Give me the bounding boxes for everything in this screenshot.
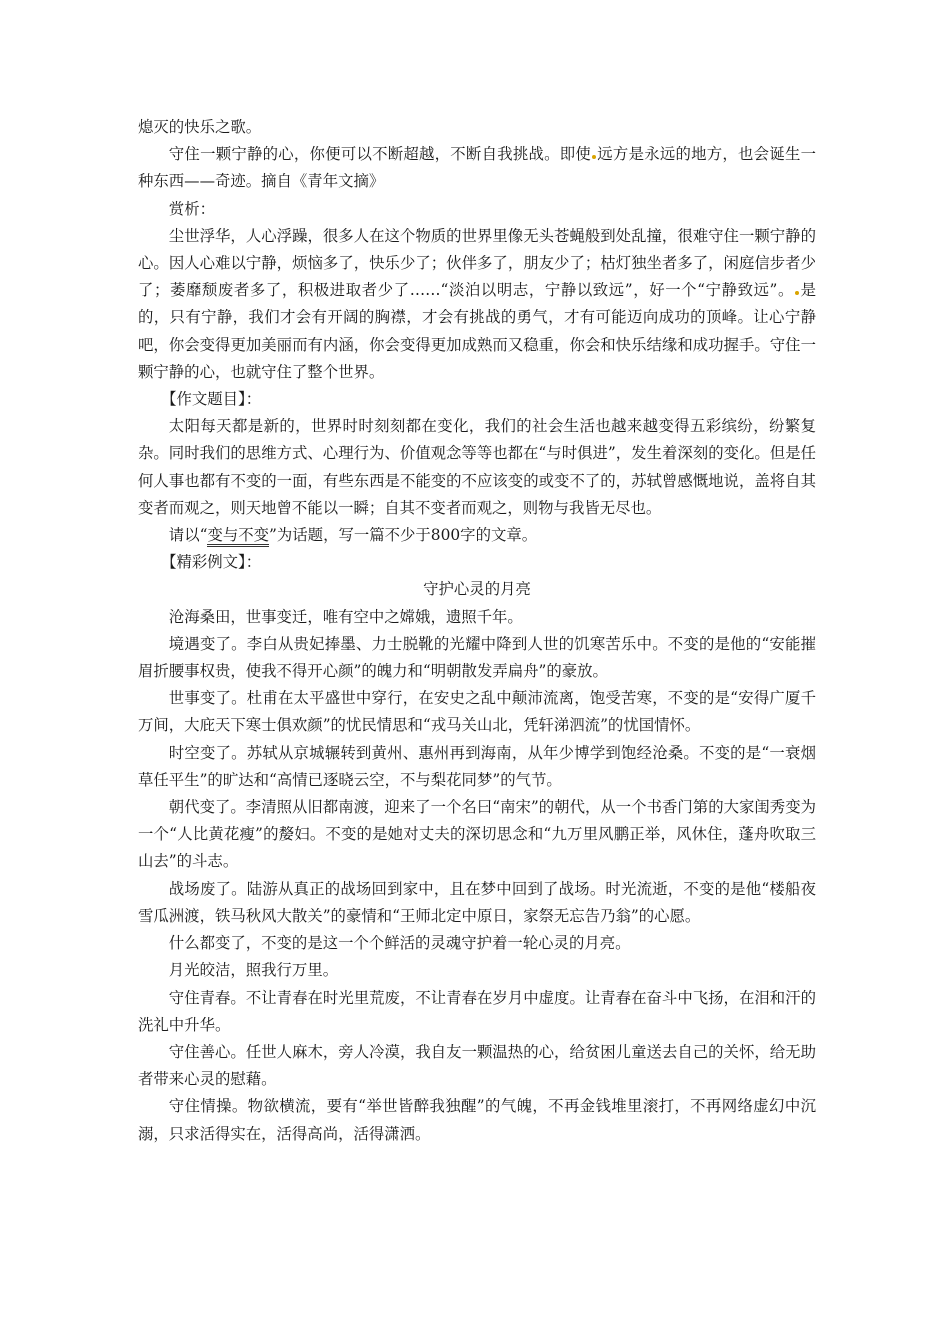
appreciation-text-part1: 尘世浮华，人心浮躁，很多人在这个物质的世界里像无头苍蝇般到处乱撞，很难守住一颗宁静的心。因人心难以宁静，烦恼多了，快乐少了；伙伴多了，朋友少了；枯灯独坐者多了，闲庭信步者少了；萎靡颓废者多了，积极进取者少了……“淡泊以明志，宁静以致远”，好一个“宁静致远”。 (138, 226, 816, 300)
essay-paragraph: 世事变了。杜甫在太平盛世中穿行，在安史之乱中颠沛流离，饱受苦寒，不变的是“安得广厦千万间，大庇天下寒士俱欢颜”的忧民情思和“戎马关山北，凭轩涕泗流”的忧国情怀。 (138, 689, 816, 735)
essay-paragraph: 战场废了。陆游从真正的战场回到家中，且在梦中回到了战场。时光流逝，不变的是他“楼船夜雪瓜洲渡，铁马秋风大散关”的豪情和“王师北定中原日，家祭无忘告乃翁”的心愿。 (138, 879, 816, 925)
paragraph-keep-calm-part1: 守住一颗宁静的心，你便可以不断超越，不断自我挑战。即使 (168, 145, 592, 164)
appreciation-text (138, 223, 816, 386)
paragraph-keep-calm-part2: 远方是永远的地方，也会诞生一种东西——奇迹。摘自《青年文摘》 (138, 145, 816, 191)
paragraph-ending: 熄灭的快乐之歌。 (138, 118, 262, 136)
highlight-mark-icon (795, 291, 799, 295)
highlight-mark-icon (592, 155, 596, 159)
essay-paragraph: 守住青春。不让青春在时光里荒废，不让青春在岁月中虚度。让青春在奋斗中飞扬，在泪和汗的洗礼中升华。 (138, 988, 816, 1034)
essay-paragraph: 朝代变了。李清照从旧都南渡，迎来了一个名曰“南宋”的朝代，从一个书香门第的大家闺秀变为一个“人比黄花瘦”的嫠妇。不变的是她对丈夫的深切思念和“九万里风鹏正举，风休住，蓬舟吹取三山去”的斗志。 (138, 798, 816, 871)
example-heading: 【精彩例文】： (161, 553, 262, 572)
prompt-topic: 变与不变 (207, 526, 269, 547)
prompt-before: 请以“ (168, 526, 208, 545)
writing-prompt (138, 522, 816, 549)
essay-paragraph: 什么都变了，不变的是这一个个鲜活的灵魂守护着一轮心灵的月亮。 (168, 934, 631, 953)
document-page (138, 114, 816, 1148)
essay-paragraph: 时空变了。苏轼从京城辗转到黄州、惠州再到海南，从年少博学到饱经沧桑。不变的是“一衰烟草任平生”的旷达和“高情已逐晓云空，不与梨花同梦”的气节。 (138, 743, 816, 789)
essay-paragraph: 沧海桑田，世事变迁，唯有空中之嫦娥，遗照千年。 (168, 607, 523, 626)
prompt-after: ”为话题，写一篇不少于800字的文章。 (269, 526, 538, 545)
paragraph-keep-calm (138, 141, 816, 195)
essay-paragraph: 月光皎洁，照我行万里。 (168, 961, 339, 980)
topic-heading: 【作文题目】： (161, 390, 262, 409)
essay-paragraph: 境遇变了。李白从贵妃捧墨、力士脱靴的光耀中降到人世的饥寒苦乐中。不变的是他的“安能摧眉折腰事权贵，使我不得开心颜”的魄力和“明朝散发弄扁舟”的豪放。 (138, 634, 816, 681)
topic-text: 太阳每天都是新的，世界时时刻刻都在变化，我们的社会生活也越来越变得五彩缤纷，纷繁复杂。同时我们的思维方式、心理行为、价值观念等等也都在“与时俱进”，发生着深刻的变化。但是任何人事也都有不变的一面，有些东西是不能变的不应该变的或变不了的，苏轼曾感慨地说，盖将自其变者而观之，则天地曾不能以一瞬；自其不变者而观之，则物与我皆无尽也。 (138, 417, 816, 517)
appreciation-label: 赏析： (168, 199, 215, 218)
appreciation-text-part2: 是的，只有宁静，我们才会有开阔的胸襟，才会有挑战的勇气，才有可能迈向成功的顶峰。让心宁静吧，你会变得更加美丽而有内涵，你会变得更加成熟而又稳重，你会和快乐结缘和成功握手。守住一颗宁静的心，也就守住了整个世界。 (138, 281, 816, 381)
essay-paragraph: 守住善心。任世人麻木，旁人冷漠，我自友一颗温热的心，给贫困儿童送去自己的关怀，给无助者带来心灵的慰藉。 (138, 1042, 816, 1089)
essay-title: 守护心灵的月亮 (423, 580, 531, 599)
essay-paragraph: 守住情操。物欲横流，要有“举世皆醉我独醒”的气魄，不再金钱堆里滚打，不再网络虚幻中沉溺，只求活得实在，活得高尚，活得潇洒。 (138, 1097, 816, 1143)
